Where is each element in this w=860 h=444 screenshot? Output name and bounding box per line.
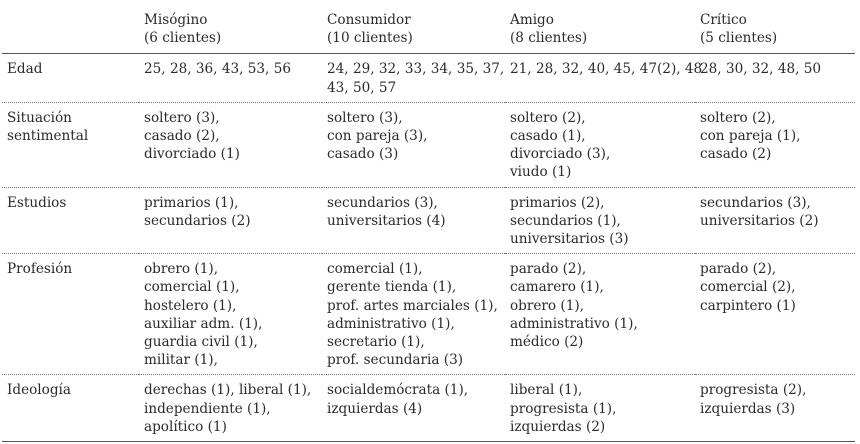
table-row-edad: [2, 54, 855, 102]
cell-line: 43, 50, 57: [327, 79, 397, 96]
cell-line: 28, 30, 32, 48, 50: [700, 61, 822, 78]
table-cell-misogino: [139, 102, 322, 187]
cell-line: socialdemócrata (1),: [327, 382, 469, 399]
column-title: Crítico: [700, 12, 747, 28]
cell-line: casado (1),: [510, 128, 586, 145]
cell-line: izquierdas (3): [700, 400, 796, 417]
column-header-misogino: [139, 3, 322, 54]
column-title: Misógino: [144, 12, 208, 28]
cell-line: prof. artes marciales (1),: [327, 297, 498, 314]
row-label: [2, 254, 139, 375]
cell-line: carpintero (1): [700, 297, 796, 314]
column-header-amigo: [505, 3, 695, 54]
row-label: [2, 187, 139, 254]
table-cell-misogino: [139, 54, 322, 102]
cell-line: secundarios (3),: [327, 194, 438, 211]
table-cell-amigo: [505, 54, 703, 102]
row-label-line: Estudios: [7, 194, 67, 211]
cell-line: con pareja (1),: [700, 128, 801, 145]
cell-line: secundarios (1),: [510, 212, 621, 229]
cell-line: soltero (3),: [144, 109, 220, 126]
cell-line: progresista (1),: [510, 400, 617, 417]
row-label-line: Profesión: [7, 261, 73, 278]
table-cell-critico: [695, 187, 855, 254]
cell-line: administrativo (1),: [327, 315, 455, 332]
cell-line: con pareja (3),: [327, 128, 428, 145]
row-label-line: Situación: [7, 109, 72, 126]
cell-line: administrativo (1),: [510, 315, 638, 332]
cell-line: independiente (1),: [144, 400, 271, 417]
row-label: [2, 375, 139, 442]
cell-line: comercial (1),: [144, 279, 240, 296]
cell-line: casado (3): [327, 146, 399, 163]
table-row-situacion-sentimental: [2, 102, 855, 187]
column-title: Amigo: [510, 12, 554, 28]
cell-line: soltero (2),: [510, 109, 586, 126]
cell-line: casado (2): [700, 146, 772, 163]
cell-line: auxiliar adm. (1),: [144, 315, 263, 332]
table-row-ideologia: [2, 375, 855, 442]
cell-line: universitarios (2): [700, 212, 819, 229]
cell-line: parado (2),: [700, 261, 777, 278]
row-label-line: sentimental: [7, 128, 89, 145]
cell-line: 21, 28, 32, 40, 45, 47(2), 48: [510, 61, 703, 78]
cell-line: 24, 29, 32, 33, 34, 35, 37,: [327, 61, 505, 78]
cell-line: derechas (1), liberal (1),: [144, 382, 312, 399]
table-cell-amigo: [505, 187, 695, 254]
cell-line: parado (2),: [510, 261, 587, 278]
table-cell-critico: [695, 254, 855, 375]
column-header-consumidor: [322, 3, 505, 54]
header-corner: [2, 3, 139, 54]
cell-line: casado (2),: [144, 128, 220, 145]
table-cell-critico: [695, 54, 855, 102]
cell-line: hostelero (1),: [144, 297, 237, 314]
column-subtitle: (5 clientes): [700, 30, 778, 47]
cell-line: prof. secundaria (3): [327, 352, 464, 369]
cell-line: primarios (2),: [510, 194, 605, 211]
cell-line: obrero (1),: [144, 261, 219, 278]
header-row: [2, 3, 855, 54]
table-cell-consumidor: [322, 254, 505, 375]
cell-line: soltero (2),: [700, 109, 776, 126]
table-cell-critico: [695, 375, 855, 442]
table-cell-consumidor: [322, 102, 505, 187]
column-subtitle: (10 clientes): [327, 30, 413, 47]
cell-line: comercial (1),: [327, 261, 423, 278]
cell-line: progresista (2),: [700, 382, 807, 399]
table-cell-amigo: [505, 102, 695, 187]
client-profiles-table: [2, 3, 855, 442]
table-cell-consumidor: [322, 54, 505, 102]
row-label-line: Edad: [7, 61, 43, 78]
table-row-profesion: [2, 254, 855, 375]
table-cell-amigo: [505, 254, 695, 375]
cell-line: divorciado (1): [144, 146, 240, 163]
cell-line: médico (2): [510, 334, 584, 351]
column-title: Consumidor: [327, 12, 411, 28]
cell-line: obrero (1),: [510, 297, 585, 314]
cell-line: universitarios (4): [327, 212, 446, 229]
cell-line: 25, 28, 36, 43, 53, 56: [144, 61, 291, 78]
cell-line: militar (1),: [144, 352, 218, 369]
cell-line: secretario (1),: [327, 334, 425, 351]
cell-line: comercial (2),: [700, 279, 796, 296]
cell-line: guardia civil (1),: [144, 334, 258, 351]
table-cell-consumidor: [322, 375, 505, 442]
cell-line: izquierdas (2): [510, 418, 606, 435]
column-subtitle: (6 clientes): [144, 30, 222, 47]
table-row-estudios: [2, 187, 855, 254]
cell-line: camarero (1),: [510, 279, 604, 296]
table-cell-amigo: [505, 375, 695, 442]
cell-line: viudo (1): [510, 164, 572, 181]
table-cell-consumidor: [322, 187, 505, 254]
table-body: [2, 54, 855, 442]
table-cell-misogino: [139, 254, 322, 375]
row-label-line: Ideología: [7, 382, 71, 399]
cell-line: secundarios (2): [144, 212, 251, 229]
cell-line: secundarios (3),: [700, 194, 811, 211]
column-subtitle: (8 clientes): [510, 30, 588, 47]
table-header: [2, 3, 855, 54]
row-label: [2, 102, 139, 187]
cell-line: soltero (3),: [327, 109, 403, 126]
cell-line: universitarios (3): [510, 231, 629, 248]
cell-line: gerente tienda (1),: [327, 279, 457, 296]
table-cell-critico: [695, 102, 855, 187]
cell-line: apolítico (1): [144, 418, 227, 435]
column-header-critico: [695, 3, 855, 54]
cell-line: primarios (1),: [144, 194, 239, 211]
cell-line: izquierdas (4): [327, 400, 423, 417]
row-label: [2, 54, 139, 102]
cell-line: divorciado (3),: [510, 146, 611, 163]
table-cell-misogino: [139, 187, 322, 254]
cell-line: liberal (1),: [510, 382, 583, 399]
table-cell-misogino: [139, 375, 322, 442]
